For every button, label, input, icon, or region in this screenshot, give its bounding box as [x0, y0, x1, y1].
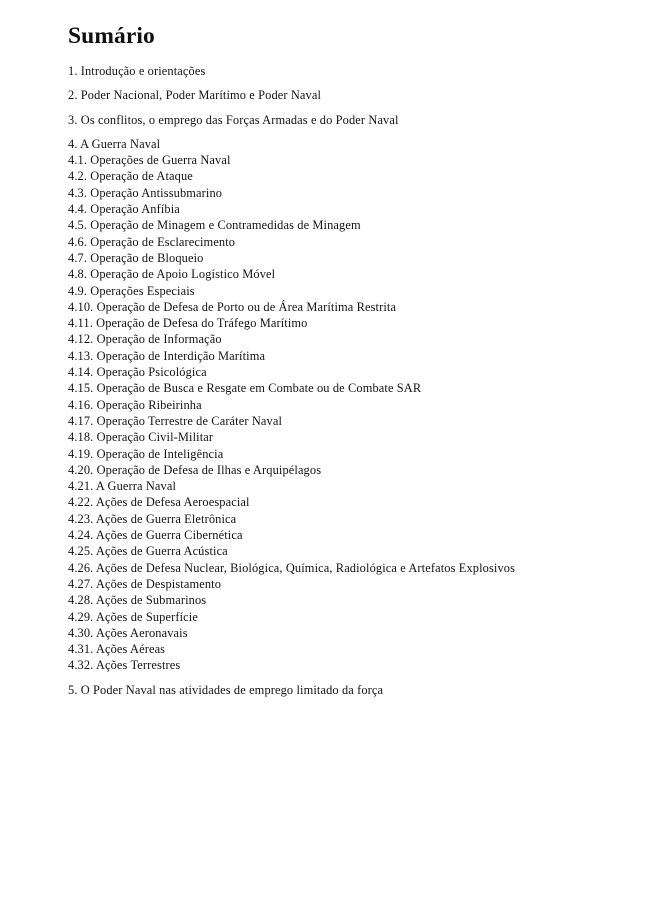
- toc-subentry: 4.31. Ações Aéreas: [68, 642, 166, 657]
- toc-subentry: 4.6. Operação de Esclarecimento: [68, 234, 236, 249]
- toc-subentry: 4.9. Operações Especiais: [68, 283, 195, 298]
- toc-subentry: 4.10. Operação de Defesa de Porto ou de Área Marítima Restrita: [68, 299, 397, 314]
- toc-subentry: 4.17. Operação Terrestre de Caráter Naval: [68, 413, 283, 428]
- toc-subentry: 4.3. Operação Antissubmarino: [68, 185, 223, 200]
- toc-entry-4: 4. A Guerra Naval: [68, 136, 161, 151]
- toc-entry-2: 2. Poder Nacional, Poder Marítimo e Poder Naval: [68, 88, 322, 103]
- toc-section-four-block: [68, 136, 622, 674]
- toc-subentry: 4.11. Operação de Defesa do Tráfego Marítimo: [68, 316, 308, 331]
- toc-subentry: 4.14. Operação Psicológica: [68, 365, 207, 380]
- toc-entry-1: 1. Introdução e orientações: [68, 64, 206, 78]
- toc-subentry: 4.2. Operação de Ataque: [68, 169, 193, 184]
- toc-entry-3: 3. Os conflitos, o emprego das Forças Armadas e do Poder Naval: [68, 112, 399, 127]
- toc-top-level-entries: [68, 63, 622, 128]
- toc-subentry: 4.28. Ações de Submarinos: [68, 593, 207, 608]
- toc-subentry: 4.13. Operação de Interdição Marítima: [68, 348, 266, 363]
- toc-subentry: 4.26. Ações de Defesa Nuclear, Biológica, Química, Radiológica e Artefatos Explosivos: [68, 560, 516, 575]
- toc-subentry: 4.18. Operação Civil-Militar: [68, 430, 214, 445]
- toc-subentry: 4.23. Ações de Guerra Eletrônica: [68, 511, 237, 526]
- toc-subentry: 4.20. Operação de Defesa de Ilhas e Arquipélagos: [68, 462, 322, 477]
- toc-subentry: 4.29. Ações de Superfície: [68, 609, 198, 624]
- toc-subentry: 4.12. Operação de Informação: [68, 332, 222, 347]
- toc-subentry: 4.32. Ações Terrestres: [68, 658, 181, 673]
- toc-subentry: 4.16. Operação Ribeirinha: [68, 397, 202, 412]
- toc-subentry: 4.21. A Guerra Naval: [68, 479, 177, 494]
- toc-subentry: 4.30. Ações Aeronavais: [68, 625, 188, 640]
- toc-subentry: 4.4. Operação Anfíbia: [68, 202, 180, 217]
- toc-subentry: 4.15. Operação de Busca e Resgate em Combate ou de Combate SAR: [68, 381, 422, 396]
- page-title: Sumário: [68, 23, 155, 49]
- toc-subentry: 4.25. Ações de Guerra Acústica: [68, 544, 228, 559]
- toc-subentry: 4.22. Ações de Defesa Aeroespacial: [68, 495, 250, 510]
- toc-subentry: 4.19. Operação de Inteligência: [68, 446, 224, 461]
- toc-subentry: 4.7. Operação de Bloqueio: [68, 250, 204, 265]
- toc-subentry: 4.27. Ações de Despistamento: [68, 576, 222, 591]
- toc-subentry: 4.1. Operações de Guerra Naval: [68, 153, 231, 168]
- toc-subentry: 4.8. Operação de Apoio Logístico Móvel: [68, 267, 276, 282]
- toc-subentry: 4.5. Operação de Minagem e Contramedidas de Minagem: [68, 218, 361, 233]
- toc-trailing-entries: [68, 682, 622, 698]
- toc-subentry: 4.24. Ações de Guerra Cibernética: [68, 528, 243, 543]
- toc-entry-5: 5. O Poder Naval nas atividades de emprego limitado da força: [68, 682, 384, 697]
- table-of-contents: [68, 22, 622, 706]
